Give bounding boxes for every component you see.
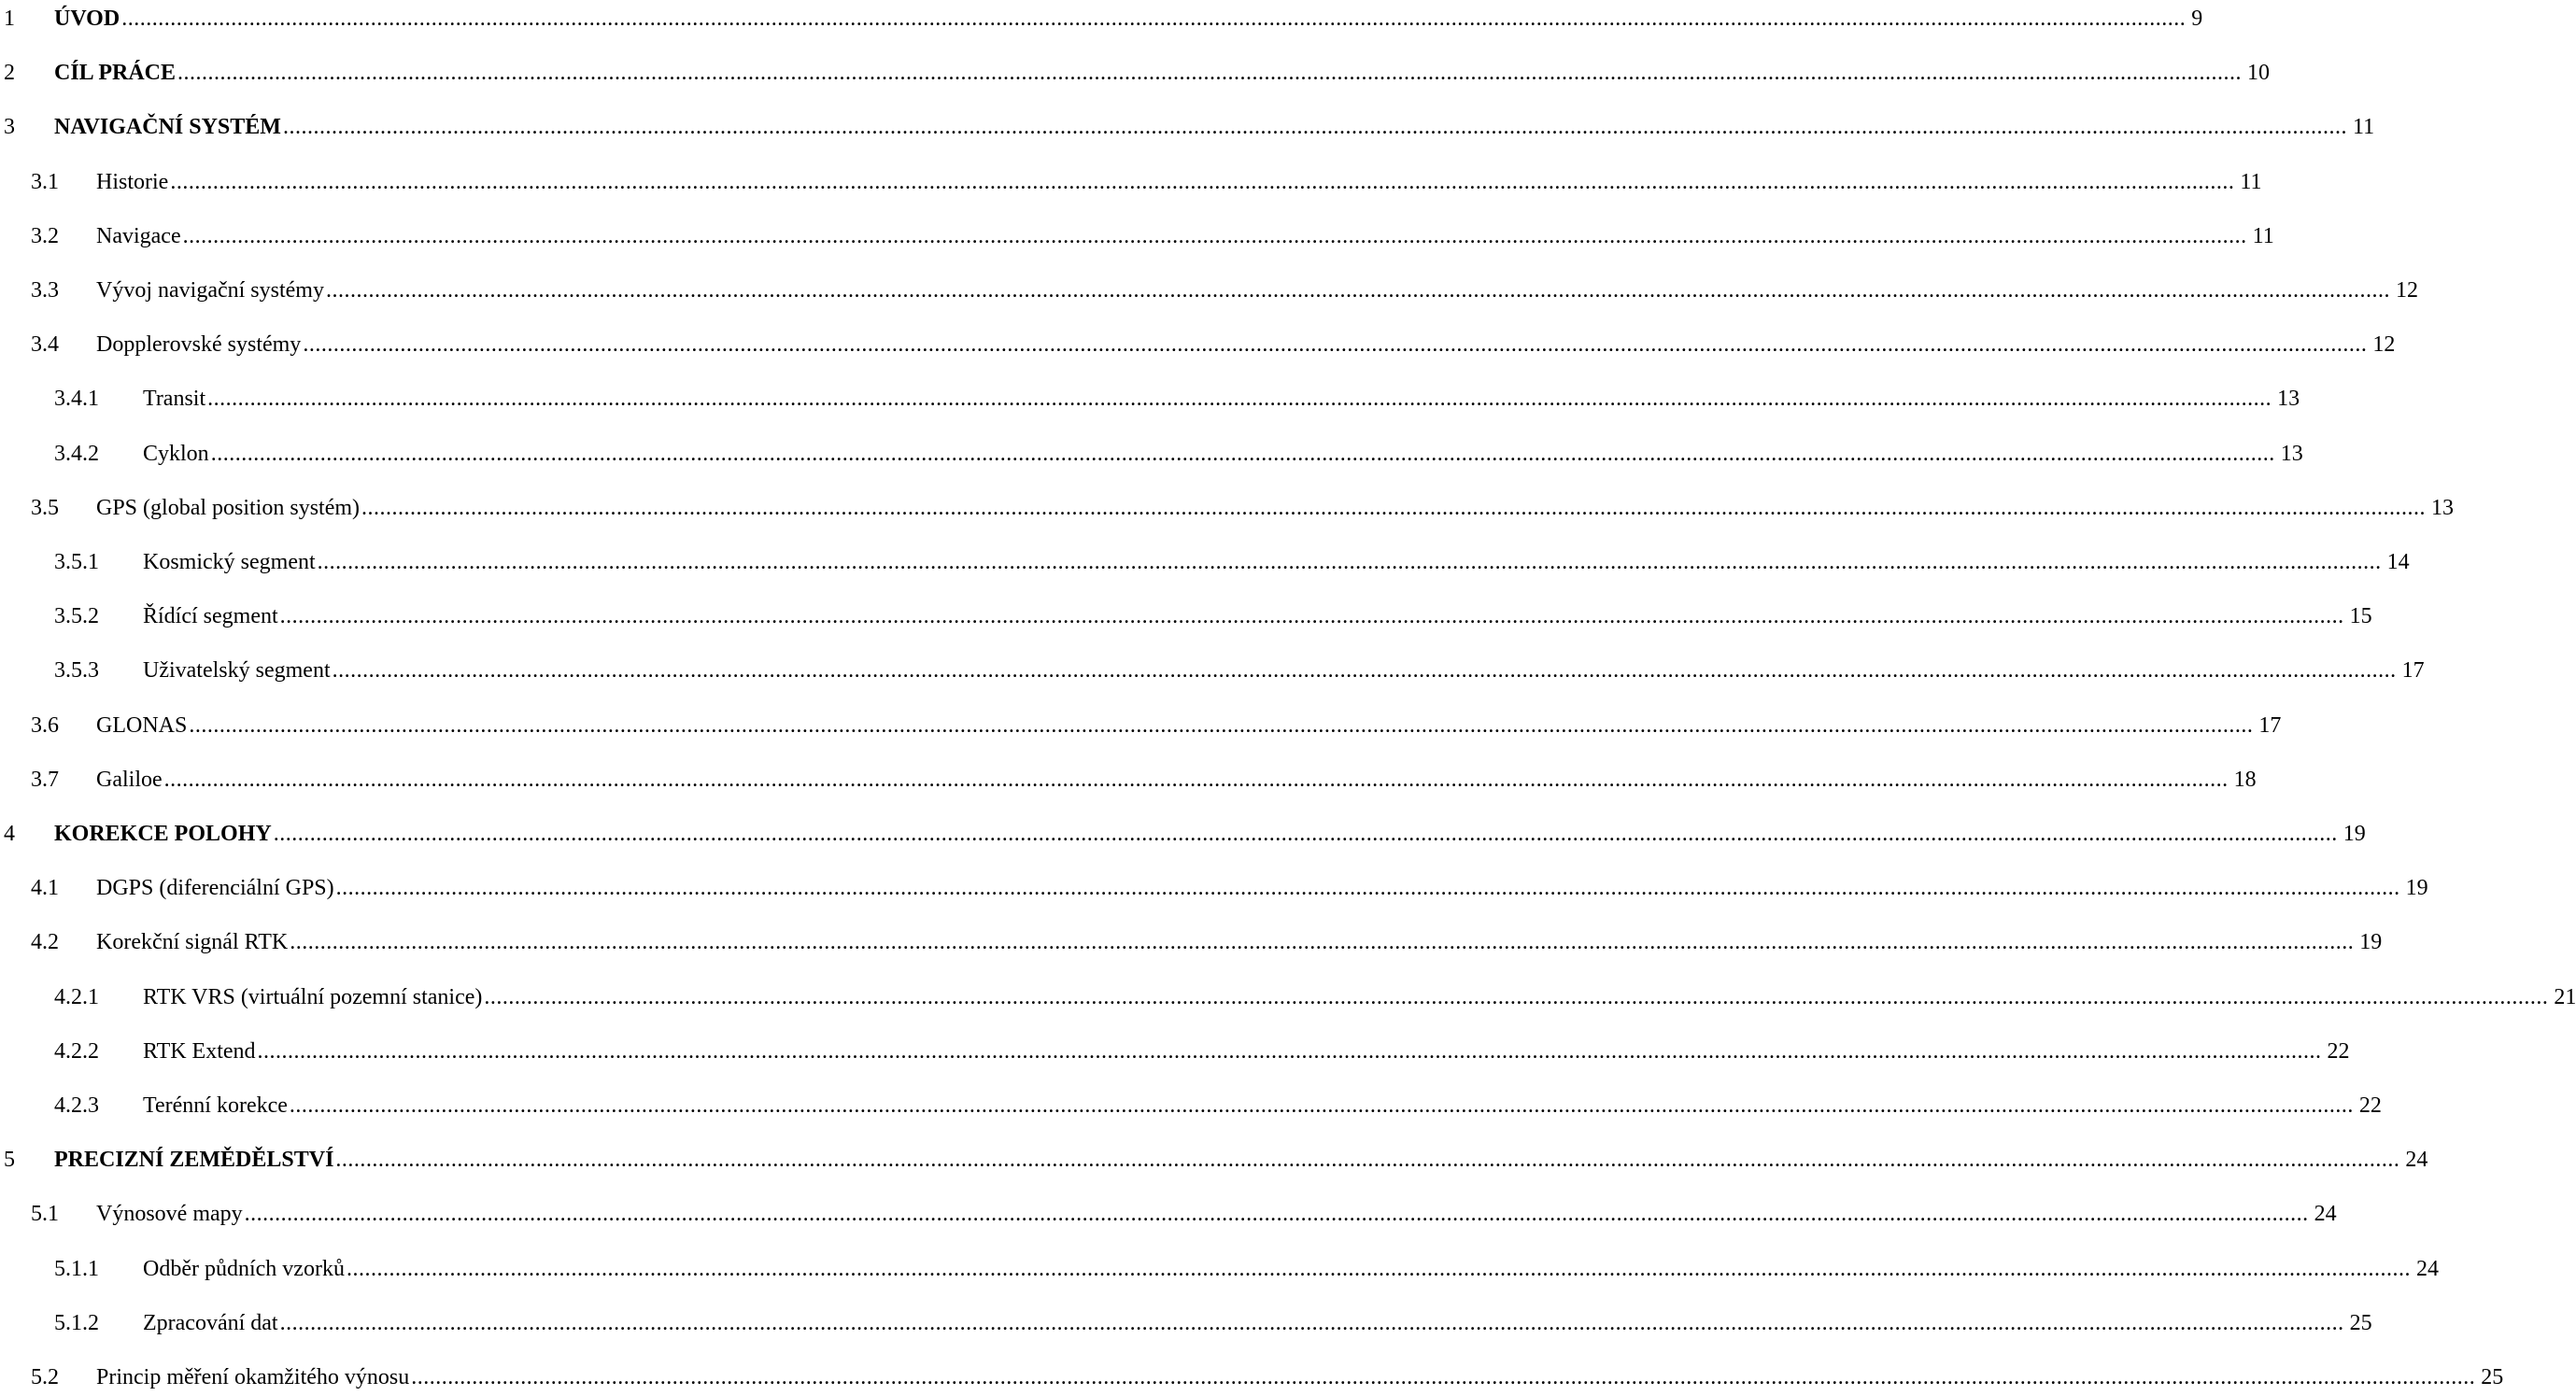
toc-entry-page: 10 [2247, 61, 2271, 85]
toc-entry-body [143, 1033, 2350, 1070]
toc-entry-page: 11 [2252, 224, 2274, 248]
toc-entry-title: Kosmický segment [143, 550, 316, 574]
toc-entry-title: Terénní korekce [143, 1093, 288, 1118]
toc-entry-number: 3.5.3 [54, 658, 99, 683]
toc-entry-3-4[interactable] [0, 326, 2396, 363]
toc-entry-title: Řídící segment [143, 604, 278, 628]
toc-entry-page: 17 [2401, 658, 2425, 683]
toc-dot-leader: .................................................................................................................................................................................................................................................................................................................................................... [207, 387, 2272, 411]
toc-entry-page: 13 [2280, 442, 2303, 466]
toc-entry-4-2-2[interactable] [0, 1033, 2350, 1070]
toc-entry-3-4-2[interactable] [0, 435, 2303, 472]
toc-entry-body [54, 815, 2366, 853]
toc-dot-leader: .................................................................................................................................................................................................................................................................................................................................................... [317, 550, 2382, 574]
toc-entry-4-1[interactable] [0, 869, 2428, 907]
toc-entry-4[interactable] [0, 815, 2366, 853]
toc-entry-title: Princip měření okamžitého výnosu [96, 1365, 410, 1389]
toc-entry-page: 22 [2327, 1039, 2350, 1064]
toc-entry-body [143, 435, 2303, 472]
toc-dot-leader: .................................................................................................................................................................................................................................................................................................................................................... [289, 1093, 2354, 1118]
toc-entry-number: 4.2.2 [54, 1039, 99, 1064]
toc-entry-page: 19 [2342, 822, 2366, 846]
toc-entry-5-2[interactable] [0, 1359, 2504, 1396]
toc-dot-leader: .................................................................................................................................................................................................................................................................................................................................................... [163, 768, 2229, 792]
toc-entry-3-6[interactable] [0, 707, 2282, 744]
toc-entry-page: 11 [2240, 170, 2262, 194]
toc-dot-leader: .................................................................................................................................................................................................................................................................................................................................................... [484, 985, 2549, 1009]
toc-entry-body [96, 489, 2455, 527]
toc-entry-number: 4.2.1 [54, 985, 99, 1009]
toc-entry-page: 24 [2314, 1202, 2337, 1226]
toc-entry-title: RTK Extend [143, 1039, 256, 1064]
toc-entry-number: 5 [4, 1148, 15, 1172]
toc-entry-number: 4.1 [31, 876, 59, 900]
toc-entry-body [143, 1250, 2439, 1288]
toc-entry-page: 21 [2554, 985, 2576, 1009]
toc-entry-number: 3.4.1 [54, 387, 99, 411]
toc-entry-title: Navigace [96, 224, 181, 248]
toc-entry-number: 3.4.2 [54, 442, 99, 466]
toc-entry-title: Transit [143, 387, 206, 411]
toc-entry-body [96, 707, 2282, 744]
toc-entry-number: 5.2 [31, 1365, 59, 1389]
toc-dot-leader: .................................................................................................................................................................................................................................................................................................................................................... [346, 1257, 2411, 1281]
toc-entry-5[interactable] [0, 1141, 2428, 1178]
toc-entry-body [96, 1195, 2337, 1233]
toc-entry-title: RTK VRS (virtuální pozemní stanice) [143, 985, 483, 1009]
toc-entry-number: 3.1 [31, 170, 59, 194]
toc-entry-number: 3.3 [31, 278, 59, 303]
toc-entry-4-2-3[interactable] [0, 1087, 2382, 1124]
toc-entry-page: 24 [2405, 1148, 2428, 1172]
toc-entry-page: 13 [2431, 496, 2455, 520]
toc-entry-title: KOREKCE POLOHY [54, 822, 272, 846]
toc-dot-leader: .................................................................................................................................................................................................................................................................................................................................................... [332, 658, 2397, 683]
toc-entry-title: Výnosové mapy [96, 1202, 243, 1226]
toc-entry-page: 13 [2277, 387, 2300, 411]
toc-entry-title: DGPS (diferenciální GPS) [96, 876, 334, 900]
toc-entry-number: 3.4 [31, 332, 59, 357]
toc-dot-leader: .................................................................................................................................................................................................................................................................................................................................................... [189, 713, 2254, 738]
toc-entry-title: Odběr půdních vzorků [143, 1257, 345, 1281]
toc-entry-4-2[interactable] [0, 924, 2383, 961]
toc-entry-page: 9 [2191, 7, 2203, 31]
toc-entry-page: 11 [2352, 115, 2375, 139]
toc-entry-body [96, 272, 2418, 309]
toc-entry-page: 25 [2349, 1311, 2372, 1335]
toc-entry-body [96, 218, 2274, 255]
toc-entry-3-2[interactable] [0, 218, 2274, 255]
toc-entry-number: 4.2 [31, 930, 59, 954]
toc-entry-5-1-1[interactable] [0, 1250, 2439, 1288]
toc-entry-title: Historie [96, 170, 169, 194]
toc-dot-leader: .................................................................................................................................................................................................................................................................................................................................................... [170, 170, 2235, 194]
toc-entry-page: 18 [2233, 768, 2257, 792]
toc-entry-3[interactable] [0, 108, 2375, 146]
toc-entry-3-1[interactable] [0, 163, 2262, 201]
toc-entry-body [96, 924, 2383, 961]
toc-dot-leader: .................................................................................................................................................................................................................................................................................................................................................... [361, 496, 2427, 520]
toc-entry-title: PRECIZNÍ ZEMĚDĚLSTVÍ [54, 1148, 334, 1172]
toc-dot-leader: .................................................................................................................................................................................................................................................................................................................................................... [282, 115, 2347, 139]
toc-entry-5-1[interactable] [0, 1195, 2337, 1233]
toc-dot-leader: .................................................................................................................................................................................................................................................................................................................................................... [335, 876, 2400, 900]
toc-entry-body [54, 108, 2375, 146]
toc-entry-title: Cyklon [143, 442, 209, 466]
toc-entry-page: 25 [2481, 1365, 2504, 1389]
toc-entry-number: 3.5.1 [54, 550, 99, 574]
toc-entry-page: 22 [2358, 1093, 2382, 1118]
toc-entry-number: 5.1.1 [54, 1257, 99, 1281]
toc-entry-title: GLONAS [96, 713, 188, 738]
toc-entry-body [143, 380, 2300, 417]
toc-dot-leader: .................................................................................................................................................................................................................................................................................................................................................... [182, 224, 2247, 248]
toc-entry-2[interactable] [0, 54, 2271, 92]
toc-entry-title: ÚVOD [54, 7, 120, 31]
toc-dot-leader: .................................................................................................................................................................................................................................................................................................................................................... [279, 1311, 2344, 1335]
toc-entry-body [54, 1141, 2428, 1178]
toc-entry-title: Uživatelský segment [143, 658, 331, 683]
toc-dot-leader: .................................................................................................................................................................................................................................................................................................................................................... [244, 1202, 2309, 1226]
toc-entry-page: 19 [2359, 930, 2383, 954]
toc-entry-1[interactable] [0, 0, 2203, 37]
toc-entry-page: 19 [2405, 876, 2428, 900]
toc-entry-number: 2 [4, 61, 15, 85]
toc-entry-title: Vývoj navigační systémy [96, 278, 324, 303]
toc-entry-page: 12 [2395, 278, 2418, 303]
toc-entry-title: GPS (global position systém) [96, 496, 361, 520]
toc-dot-leader: .................................................................................................................................................................................................................................................................................................................................................... [273, 822, 2338, 846]
toc-dot-leader: .................................................................................................................................................................................................................................................................................................................................................... [257, 1039, 2322, 1064]
toc-entry-title: Dopplerovské systémy [96, 332, 302, 357]
toc-dot-leader: .................................................................................................................................................................................................................................................................................................................................................... [335, 1148, 2400, 1172]
toc-entry-5-1-2[interactable] [0, 1304, 2372, 1342]
toc-entry-body [143, 1304, 2372, 1342]
toc-entry-body [96, 1359, 2504, 1396]
toc-entry-number: 4.2.3 [54, 1093, 99, 1118]
toc-entry-body [143, 598, 2372, 635]
toc-entry-page: 14 [2386, 550, 2410, 574]
toc-entry-body [96, 761, 2257, 798]
toc-entry-title: Zpracování dat [143, 1311, 278, 1335]
toc-entry-number: 3.6 [31, 713, 59, 738]
toc-entry-3-4-1[interactable] [0, 380, 2300, 417]
toc-dot-leader: .................................................................................................................................................................................................................................................................................................................................................... [121, 7, 2187, 31]
toc-entry-number: 3.2 [31, 224, 59, 248]
toc-entry-title: NAVIGAČNÍ SYSTÉM [54, 115, 281, 139]
toc-entry-page: 12 [2372, 332, 2396, 357]
toc-entry-body [54, 0, 2203, 37]
toc-dot-leader: .................................................................................................................................................................................................................................................................................................................................................... [325, 278, 2390, 303]
toc-dot-leader: .................................................................................................................................................................................................................................................................................................................................................... [411, 1365, 2476, 1389]
toc-entry-3-5-3[interactable] [0, 652, 2425, 689]
toc-entry-page: 15 [2349, 604, 2372, 628]
toc-dot-leader: .................................................................................................................................................................................................................................................................................................................................................... [303, 332, 2368, 357]
toc-entry-number: 5.1.2 [54, 1311, 99, 1335]
toc-entry-number: 3.5.2 [54, 604, 99, 628]
toc-dot-leader: .................................................................................................................................................................................................................................................................................................................................................... [290, 930, 2355, 954]
toc-entry-title: Korekční signál RTK [96, 930, 289, 954]
toc-entry-number: 4 [4, 822, 15, 846]
toc-entry-page: 17 [2258, 713, 2282, 738]
toc-entry-page: 24 [2415, 1257, 2439, 1281]
toc-entry-3-7[interactable] [0, 761, 2257, 798]
toc-entry-body [143, 979, 2576, 1016]
toc-entry-title: CÍL PRÁCE [54, 61, 177, 85]
toc-entry-body [96, 326, 2396, 363]
toc-entry-number: 3.5 [31, 496, 59, 520]
toc-dot-leader: .................................................................................................................................................................................................................................................................................................................................................... [210, 442, 2275, 466]
toc-entry-body [96, 869, 2428, 907]
toc-entry-title: Galiloe [96, 768, 163, 792]
toc-entry-3-5-2[interactable] [0, 598, 2372, 635]
toc-entry-number: 3.7 [31, 768, 59, 792]
toc-entry-4-2-1[interactable] [0, 979, 2576, 1016]
toc-entry-number: 3 [4, 115, 15, 139]
toc-dot-leader: .................................................................................................................................................................................................................................................................................................................................................... [177, 61, 2243, 85]
toc-entry-body [143, 652, 2425, 689]
toc-entry-body [143, 543, 2410, 581]
toc-entry-3-3[interactable] [0, 272, 2418, 309]
toc-entry-number: 5.1 [31, 1202, 59, 1226]
toc-entry-3-5-1[interactable] [0, 543, 2410, 581]
toc-entry-body [96, 163, 2262, 201]
toc-dot-leader: .................................................................................................................................................................................................................................................................................................................................................... [279, 604, 2344, 628]
toc-entry-body [143, 1087, 2382, 1124]
toc-entry-3-5[interactable] [0, 489, 2455, 527]
toc-entry-number: 1 [4, 7, 15, 31]
toc-entry-body [54, 54, 2271, 92]
